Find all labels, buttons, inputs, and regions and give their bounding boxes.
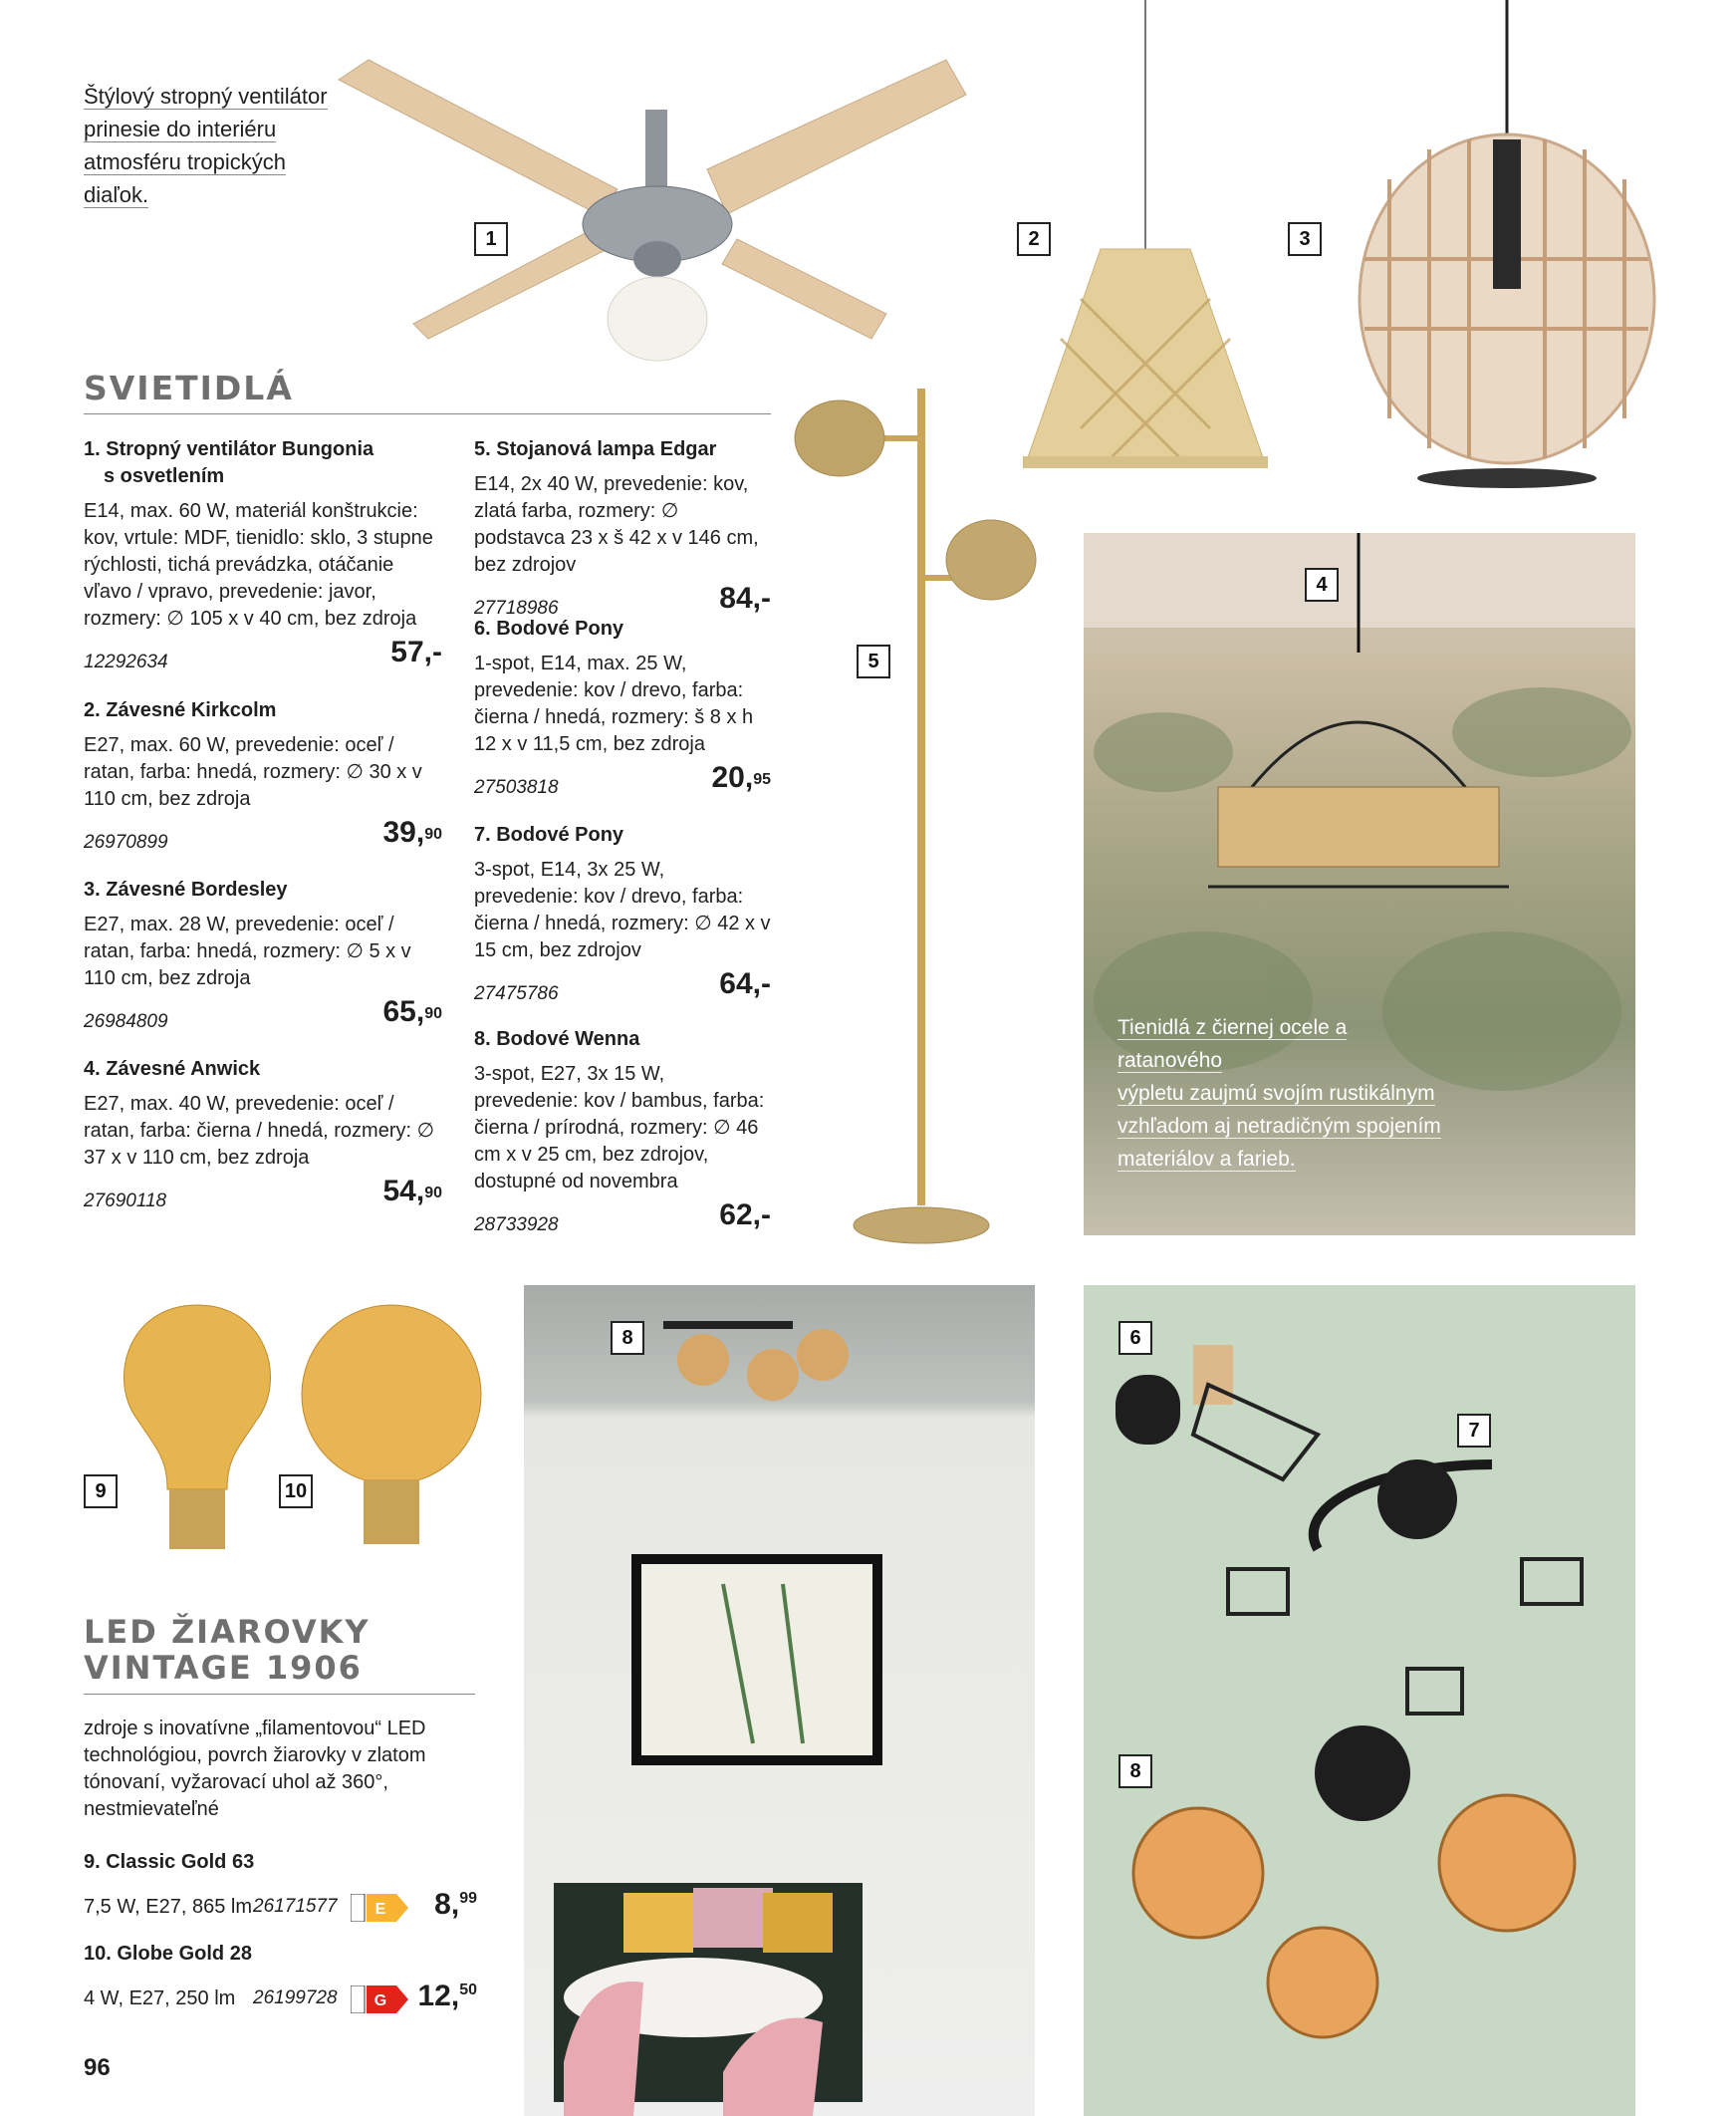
product-code: 26970899 (84, 832, 168, 853)
bulb-globe-gold (302, 1305, 481, 1544)
product-code: 26984809 (84, 1011, 168, 1032)
spotlights-panel (1084, 1285, 1635, 2116)
bulb-10 (84, 1943, 477, 2019)
product-1 (84, 436, 442, 680)
ceiling-lamp-wenna (663, 1325, 849, 1401)
product-price: 65,90 (382, 995, 442, 1028)
product-2 (84, 697, 442, 861)
intro-line: diaľok. (84, 182, 149, 207)
spotlights-image (1084, 1285, 1635, 2116)
product-price: 84,- (719, 582, 771, 615)
bulb-price: 12,50 (417, 1980, 477, 2012)
bulbs-image (108, 1300, 491, 1579)
product-description: E27, max. 60 W, prevedenie: oceľ / ratan, farba: hnedá, rozmery: ∅ 30 x v 110 cm, bez zdroja (84, 734, 422, 810)
caption-line: vzhľadom aj netradičným spojením (1117, 1115, 1441, 1138)
caption-line: výpletu zaujmú svojím rustikálnym (1117, 1082, 1435, 1105)
living-room-image (524, 1285, 1035, 2116)
pendant-anwick-photo (1084, 533, 1635, 1235)
bulb-name: 10. Globe Gold 28 (84, 1943, 252, 1965)
product-code: 28733928 (474, 1214, 559, 1235)
badge-8-room: 8 (611, 1321, 644, 1355)
product-code: 12292634 (84, 652, 168, 672)
product-code: 27718986 (474, 598, 559, 619)
section-divider (84, 1694, 475, 1695)
energy-label-icon (351, 1985, 410, 2013)
product-code: 27690118 (84, 1190, 167, 1211)
product-name: 7. Bodové Pony (474, 824, 624, 846)
product-4 (84, 1056, 442, 1219)
product-price: 39,90 (382, 816, 442, 849)
bulb-classic-gold (124, 1305, 271, 1549)
energy-class: G (373, 1992, 387, 2009)
product-price: 20,95 (711, 761, 771, 794)
product-description: E14, max. 60 W, materiál konštrukcie: kov, vrtule: MDF, tienidlo: sklo, 3 stupne rýchlosti, tichá prevádzka, otáčanie vľavo / vpravo, prevedenie: javor, rozmery: ∅ 105 x v 40 cm, bez zdroja (84, 500, 433, 630)
badge-2: 2 (1017, 222, 1051, 256)
product-name: 4. Závesné Anwick (84, 1058, 261, 1080)
product-name: 3. Závesné Bordesley (84, 879, 288, 901)
product-description: E27, max. 28 W, prevedenie: oceľ / ratan, farba: hnedá, rozmery: ∅ 5 x v 110 cm, bez zdroja (84, 914, 411, 989)
spot-pony-3 (1228, 1459, 1582, 1714)
intro-tagline (84, 80, 343, 211)
energy-class: E (374, 1901, 386, 1918)
product-price: 57,- (390, 636, 442, 668)
product-name: 2. Závesné Kirkcolm (84, 699, 277, 721)
badge-4: 4 (1305, 568, 1339, 602)
living-room-photo (524, 1285, 1035, 2116)
product-5 (474, 436, 771, 627)
product-name: 5. Stojanová lampa Edgar (474, 438, 717, 460)
bulb-spec: 7,5 W, E27, 865 lm (84, 1896, 252, 1918)
product-description: 1-spot, E14, max. 25 W, prevedenie: kov / drevo, farba: čierna / hnedá, rozmery: š 8 x h 12 x v 11,5 cm, bez zdroja (474, 653, 754, 755)
section-title-lights: SVIETIDLÁ (84, 369, 294, 407)
bulb-code: 26199728 (253, 1987, 338, 2008)
product-description: 3-spot, E14, 3x 25 W, prevedenie: kov / drevo, farba: čierna / hnedá, rozmery: ∅ 42 x v 15 cm, bez zdrojov (474, 859, 771, 961)
caption-line: Tienidlá z čiernej ocele a ratanového (1117, 1016, 1348, 1072)
badge-7: 7 (1457, 1414, 1491, 1448)
floor-lamp-edgar-image (792, 389, 1051, 1255)
product-3 (84, 877, 442, 1040)
caption-line: materiálov a farieb. (1117, 1148, 1296, 1171)
badge-1: 1 (474, 222, 508, 256)
badge-3: 3 (1288, 222, 1322, 256)
bulb-name: 9. Classic Gold 63 (84, 1851, 255, 1873)
product-name: 8. Bodové Wenna (474, 1028, 640, 1050)
pendant-kirkcolm-image (1021, 0, 1280, 488)
product-code: 27503818 (474, 777, 559, 798)
badge-8-panel: 8 (1118, 1754, 1152, 1788)
intro-line: Štýlový stropný ventilátor (84, 84, 328, 109)
pendant-bordesley-image (1350, 0, 1658, 498)
photo4-caption (1117, 1011, 1456, 1176)
product-price: 64,- (719, 967, 771, 1000)
product-price: 54,90 (382, 1175, 442, 1207)
badge-6: 6 (1118, 1321, 1152, 1355)
product-name: 1. Stropný ventilátor Bungonia s osvetlením (84, 438, 374, 487)
product-7 (474, 822, 771, 1012)
bulb-9 (84, 1851, 477, 1928)
ceiling-fan-image (329, 40, 986, 379)
product-description: E27, max. 40 W, prevedenie: oceľ / ratan, farba: čierna / hnedá, rozmery: ∅ 37 x v 110 cm, bez zdroja (84, 1093, 435, 1169)
bulb-price: 8,99 (434, 1888, 477, 1921)
spot-wenna (1133, 1725, 1575, 2037)
spot-pony-1 (1116, 1345, 1318, 1479)
badge-9: 9 (84, 1474, 118, 1508)
intro-line: atmosféru tropických (84, 149, 286, 174)
energy-label-icon (351, 1894, 410, 1922)
page-number: 96 (84, 2054, 111, 2081)
product-description: E14, 2x 40 W, prevedenie: kov, zlatá farba, rozmery: ∅ podstavca 23 x š 42 x v 146 cm, bez zdrojov (474, 473, 759, 576)
product-name: 6. Bodové Pony (474, 618, 624, 640)
bulb-code: 26171577 (253, 1896, 338, 1917)
section-divider (84, 413, 771, 414)
badge-10: 10 (279, 1474, 313, 1508)
bulb-spec: 4 W, E27, 250 lm (84, 1987, 236, 2009)
bulbs-description: zdroje s inovatívne „filamentovou“ LED technológiou, povrch žiarovky v zlatom tónovaní, vyžarovací uhol až 360°, nestmievateľné (84, 1718, 426, 1820)
product-6 (474, 616, 771, 806)
product-8 (474, 1026, 771, 1243)
badge-5: 5 (857, 645, 890, 678)
intro-line: prinesie do interiéru (84, 117, 277, 141)
product-code: 27475786 (474, 983, 559, 1004)
product-price: 62,- (719, 1198, 771, 1231)
section-title-bulbs: LED ŽIAROVKY VINTAGE 1906 (84, 1613, 371, 1687)
product-description: 3-spot, E27, 3x 15 W, prevedenie: kov / bambus, farba: čierna / prírodná, rozmery: ∅ 46 cm x v 25 cm, bez zdrojov, dostupné od novembra (474, 1063, 765, 1192)
